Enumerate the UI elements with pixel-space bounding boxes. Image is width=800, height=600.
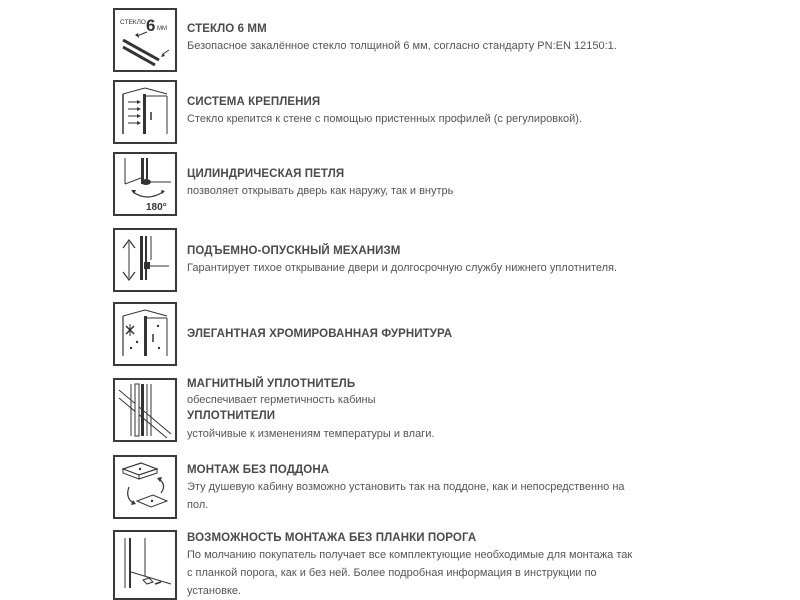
cylindrical-hinge-icon: [113, 152, 177, 216]
feature-description-secondary: устойчивые к изменениям температуры и влаги.: [187, 428, 435, 440]
no-tray-mounting-icon: [113, 455, 177, 519]
icon-hinge-degrees: 180°: [146, 202, 167, 213]
feature-description: Гарантирует тихое открывание двери и долгосрочную службу нижнего уплотнителя.: [187, 262, 618, 274]
no-threshold-mounting-icon: [113, 530, 177, 600]
feature-title: МАГНИТНЫЙ УПЛОТНИТЕЛЬ: [187, 378, 356, 390]
magnetic-seal-icon: [113, 378, 177, 442]
feature-title: ЭЛЕГАНТНАЯ ХРОМИРОВАННАЯ ФУРНИТУРА: [187, 328, 453, 340]
feature-title: СИСТЕМА КРЕПЛЕНИЯ: [187, 96, 321, 108]
feature-description: Эту душевую кабину возможно установить так на поддоне, как и непосредственно на пол.: [187, 481, 625, 511]
feature-description: позволяет открывать дверь как наружу, так и внутрь: [187, 185, 454, 197]
chrome-fittings-icon: [113, 302, 177, 366]
feature-description: Стекло крепится к стене с помощью пристенных профилей (с регулировкой).: [187, 113, 583, 125]
feature-title: СТЕКЛО 6 ММ: [187, 23, 267, 35]
glass-thickness-icon: [113, 8, 177, 72]
feature-title: ЦИЛИНДРИЧЕСКАЯ ПЕТЛЯ: [187, 168, 345, 180]
mounting-system-icon: [113, 80, 177, 144]
feature-title: МОНТАЖ БЕЗ ПОДДОНА: [187, 464, 330, 476]
feature-title: ПОДЪЕМНО-ОПУСКНЫЙ МЕХАНИЗМ: [187, 245, 401, 257]
feature-title-secondary: УПЛОТНИТЕЛИ: [187, 410, 276, 422]
icon-glass-label: СТЕКЛО: [120, 19, 146, 26]
feature-description: По молчанию покупатель получает все комплектующие необходимые для монтажа так с планкой порога, как и без ней. Более подробная информация в инструкции по установке.: [187, 549, 633, 597]
feature-description: Безопасное закалённое стекло толщиной 6 мм, согласно стандарту PN:EN 12150:1.: [187, 40, 617, 52]
icon-glass-number: 6: [146, 16, 156, 35]
lift-mechanism-icon: [113, 228, 177, 292]
feature-description: обеспечивает герметичность кабины: [187, 394, 376, 406]
feature-title: ВОЗМОЖНОСТЬ МОНТАЖА БЕЗ ПЛАНКИ ПОРОГА: [187, 532, 477, 544]
icon-glass-unit: ММ: [157, 26, 167, 32]
